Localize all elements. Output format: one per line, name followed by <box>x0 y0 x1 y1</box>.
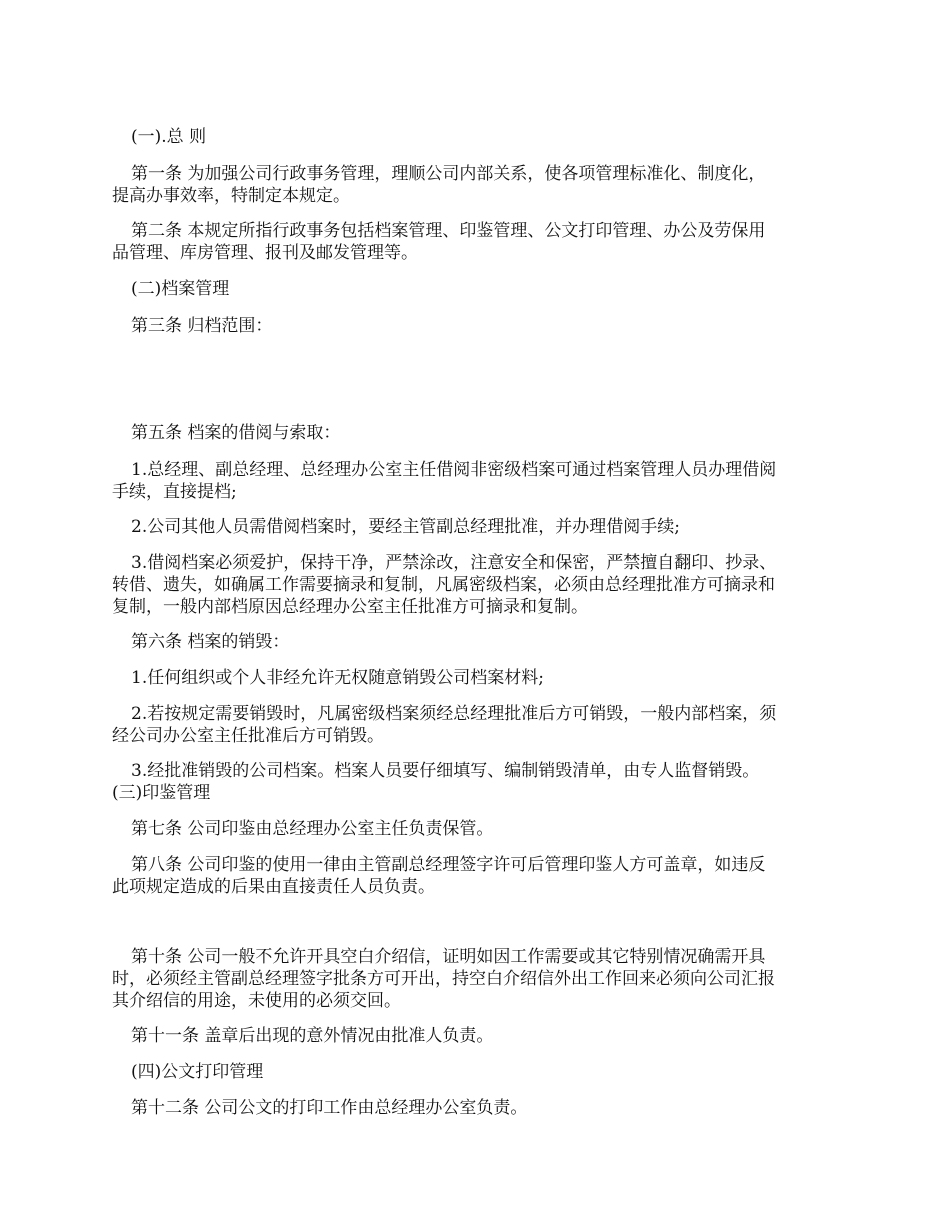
article-1-line-2: 提高办事效率，特制定本规定。 <box>112 186 350 206</box>
article-11: 第十一条 盖章后出现的意外情况由批准人负责。 <box>131 1026 494 1046</box>
article-2-line-2: 品管理、库房管理、报刊及邮发管理等。 <box>112 243 418 263</box>
article-7: 第七条 公司印鉴由总经理办公室主任负责保管。 <box>131 819 494 839</box>
article-6-item-1: 1.任何组织或个人非经允许无权随意销毁公司档案材料; <box>131 668 544 688</box>
article-10-line-3: 其介绍信的用途，未使用的必须交回。 <box>112 991 401 1011</box>
article-10-line-2: 时，必须经主管副总经理签字批条方可开出，持空白介绍信外出工作回来必须向公司汇报 <box>112 969 775 989</box>
article-8-line-1: 第八条 公司印鉴的使用一律由主管副总经理签字许可后管理印鉴人方可盖章，如违反 <box>131 855 766 875</box>
article-6: 第六条 档案的销毁： <box>131 632 290 652</box>
section-heading-documents: (四)公文打印管理 <box>131 1062 264 1082</box>
article-5-item-1-line-2: 手续，直接提档; <box>112 482 237 502</box>
article-5-item-1-line-1: 1.总经理、副总经理、总经理办公室主任借阅非密级档案可通过档案管理人员办理借阅 <box>131 460 777 480</box>
section-heading-archives: (二)档案管理 <box>131 279 230 299</box>
article-5-item-3-line-1: 3.借阅档案必须爱护，保持干净，严禁涂改，注意安全和保密，严禁擅自翻印、抄录、 <box>131 553 777 573</box>
section-heading-seals: (三)印鉴管理 <box>112 783 211 803</box>
article-5: 第五条 档案的借阅与索取： <box>131 423 341 443</box>
article-1-line-1: 第一条 为加强公司行政事务管理，理顺公司内部关系，使各项管理标准化、制度化， <box>131 164 766 184</box>
article-6-item-2-line-1: 2.若按规定需要销毁时，凡属密级档案须经总经理批准后方可销毁，一般内部档案，须 <box>131 704 777 724</box>
article-5-item-3-line-2: 转借、遗失，如确属工作需要摘录和复制，凡属密级档案，必须由总经理批准方可摘录和 <box>112 575 775 595</box>
article-12: 第十二条 公司公文的打印工作由总经理办公室负责。 <box>131 1098 528 1118</box>
article-10-line-1: 第十条 公司一般不允许开具空白介绍信，证明如因工作需要或其它特别情况确需开具 <box>131 947 766 967</box>
article-6-item-3: 3.经批准销毁的公司档案。档案人员要仔细填写、编制销毁清单，由专人监督销毁。 <box>131 761 760 781</box>
article-5-item-2: 2.公司其他人员需借阅档案时，要经主管副总经理批准，并办理借阅手续; <box>131 517 680 537</box>
article-2-line-1: 第二条 本规定所指行政事务包括档案管理、印鉴管理、公文打印管理、办公及劳保用 <box>131 221 766 241</box>
article-5-item-3-line-3: 复制，一般内部档原因总经理办公室主任批准方可摘录和复制。 <box>112 597 588 617</box>
article-6-item-2-line-2: 经公司办公室主任批准后方可销毁。 <box>112 726 384 746</box>
section-heading-general: (一).总 则 <box>131 127 207 147</box>
article-3: 第三条 归档范围： <box>131 316 273 336</box>
article-8-line-2: 此项规定造成的后果由直接责任人员负责。 <box>112 877 435 897</box>
